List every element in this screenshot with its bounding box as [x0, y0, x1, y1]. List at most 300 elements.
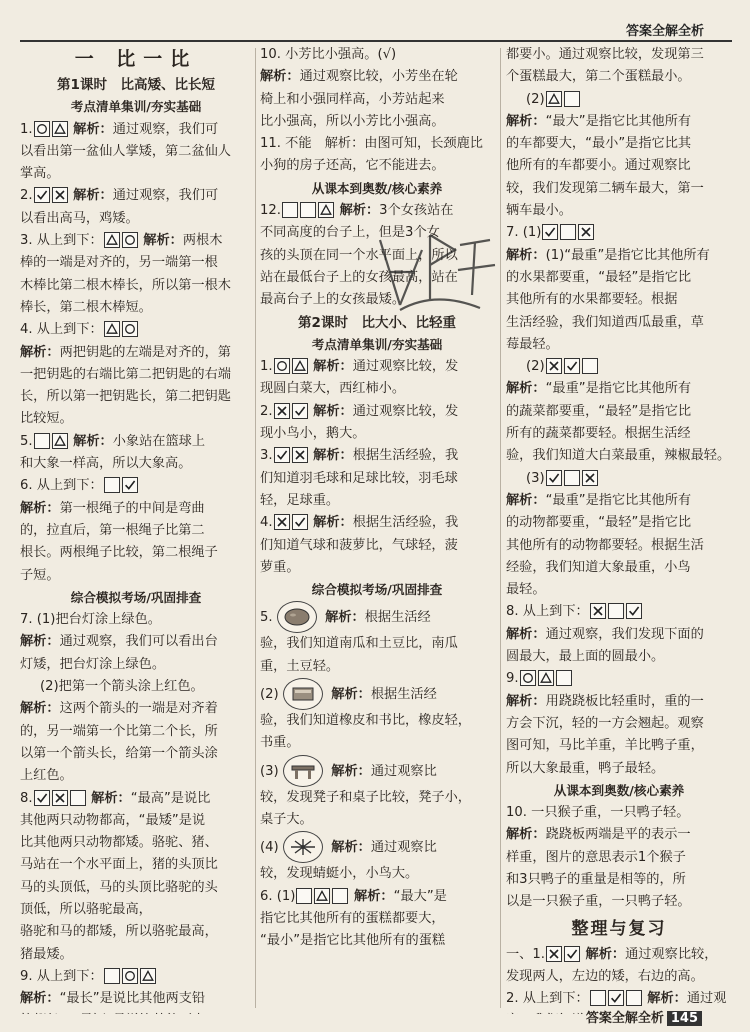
- text-line: [20, 275, 252, 297]
- answer-box: [564, 470, 580, 486]
- line-text: 骆驼和马的都矮，所以骆驼最高，: [20, 924, 218, 940]
- line-text: 5.: [260, 610, 273, 626]
- line-text: 3. 从上到下：: [20, 233, 103, 249]
- line-text: 马的头顶低，马的头顶比骆驼的头: [20, 879, 218, 895]
- line-text: 考点清单集训/夯实基础: [311, 336, 443, 352]
- answer-box-cross: [52, 187, 68, 203]
- text-line: [20, 475, 252, 497]
- line-text: 其他两只动物都高，“最矮”是说: [20, 812, 206, 828]
- section-heading: [260, 334, 494, 356]
- line-text: 8.: [20, 790, 33, 806]
- line-text: 4.: [260, 515, 273, 531]
- answer-box: [626, 990, 642, 1006]
- line-text: 所有的蔬菜都要轻。根据生活经: [506, 426, 691, 442]
- book-picture: [283, 678, 323, 710]
- analysis-text: 解析：3个女孩站在: [334, 203, 454, 219]
- analysis-text: 解析：根据生活经验，我: [308, 448, 459, 464]
- insect-picture: [283, 831, 323, 863]
- line-text: 指它比其他所有的蛋糕都要大，: [260, 910, 445, 926]
- text-line: [20, 297, 252, 319]
- line-text: 样重，图片的意思表示1个猴子: [506, 849, 686, 865]
- line-text: 其他所有的动物都要轻。根据生活: [506, 537, 704, 553]
- line-text: 们知道羽毛球和足球比较，羽毛球: [260, 470, 458, 486]
- text-line: [20, 877, 252, 899]
- line-text: 棒的一端是对齐的，另一端第一根: [20, 255, 218, 271]
- answer-box-triangle: [292, 358, 308, 374]
- text-line: [20, 631, 252, 653]
- line-text: 从课本到奥数/核心素养: [553, 782, 685, 798]
- text-line: [506, 222, 732, 244]
- line-text: 解析：用跷跷板比轻重时，重的一: [506, 693, 704, 709]
- answer-box: [34, 433, 50, 449]
- text-line: [506, 758, 732, 780]
- line-text: 解析：两把钥匙的左端是对齐的，第: [20, 344, 231, 360]
- text-line: [506, 289, 732, 311]
- page-footer: [586, 1007, 702, 1026]
- answer-box-check: [542, 224, 558, 240]
- answer-box: [590, 990, 606, 1006]
- line-text: 和大象一样高，所以大象高。: [20, 456, 192, 472]
- line-text: (2): [526, 359, 545, 375]
- line-text: 整理与复习: [571, 918, 667, 939]
- line-text: 重，土豆轻。: [260, 658, 340, 674]
- line-text: 7. (1)把台灯涂上绿色。: [20, 612, 161, 628]
- text-line: [506, 691, 732, 713]
- answer-box-cross: [578, 224, 594, 240]
- line-text: 2.: [260, 403, 273, 419]
- answer-box-cross: [590, 603, 606, 619]
- answer-box: [282, 202, 298, 218]
- text-line: [260, 886, 494, 908]
- line-text: 解析：“最大”是指它比其他所有: [506, 113, 692, 129]
- text-line: [20, 765, 252, 787]
- line-text: 解析：第一根绳子的中间是弯曲: [20, 500, 205, 516]
- line-text: 现小鸟小，鹅大。: [260, 426, 366, 442]
- text-line: [20, 676, 252, 698]
- line-text: 子短。: [20, 567, 60, 583]
- text-line: [260, 710, 494, 732]
- text-line: [260, 490, 494, 512]
- text-line: [20, 542, 252, 564]
- line-text: 图可知，马比羊重，羊比鸭子重，: [506, 738, 704, 754]
- answer-box: [560, 224, 576, 240]
- text-line: [20, 944, 252, 966]
- line-text: 1.: [20, 121, 33, 137]
- line-text: 10. 小芳比小强高。(√): [260, 47, 397, 62]
- column-1: [20, 44, 252, 1014]
- line-text: 从课本到奥数/核心素养: [311, 180, 443, 196]
- text-line: [20, 185, 252, 207]
- analysis-text: 解析：通过观察，我们可: [68, 188, 219, 204]
- line-text: 的车都要大，“最小”是指它比其: [506, 136, 692, 152]
- section-heading: [506, 780, 732, 802]
- analysis-text: 解析：两根木: [138, 233, 223, 249]
- answer-box-circle: [122, 232, 138, 248]
- text-line: [260, 512, 494, 534]
- answer-box-triangle: [104, 321, 120, 337]
- text-line: [506, 490, 732, 512]
- text-line: [20, 1010, 252, 1014]
- line-text: 所以大象最重，鸭子最轻。: [506, 760, 665, 776]
- line-text: 一、1.: [506, 946, 545, 962]
- answer-box: [608, 603, 624, 619]
- text-line: [260, 222, 494, 244]
- line-text: 综合模拟考场/巩固排查: [70, 589, 202, 605]
- header-rule: [20, 40, 732, 42]
- line-text: 7. (1): [506, 225, 542, 241]
- text-line: [260, 557, 494, 579]
- line-text: (2): [526, 91, 545, 107]
- answer-box-triangle: [52, 121, 68, 137]
- answer-box-triangle: [318, 202, 334, 218]
- text-line: [260, 468, 494, 490]
- text-line: [20, 498, 252, 520]
- line-text: 掌高。: [20, 166, 60, 182]
- line-text: 最轻。: [506, 582, 546, 598]
- text-line: [506, 802, 732, 824]
- text-line: [506, 713, 732, 735]
- text-line: [260, 423, 494, 445]
- answer-box-triangle: [538, 670, 554, 686]
- answer-box-triangle: [52, 433, 68, 449]
- answer-box: [300, 202, 316, 218]
- line-text: 以第一个箭头长，给第一个箭头涂: [20, 745, 218, 761]
- text-line: [260, 908, 494, 930]
- line-text: 比较短。: [20, 411, 73, 427]
- line-text: 解析：这两个箭头的一端是对齐着: [20, 701, 218, 717]
- text-line: [260, 111, 494, 133]
- line-text: 解析：跷跷板两端是平的表示一: [506, 827, 691, 843]
- text-line: [20, 565, 252, 587]
- text-line: [506, 155, 732, 177]
- line-text: 长，所以第一把钥匙长，第二把钥匙: [20, 389, 231, 405]
- text-line: [260, 401, 494, 423]
- line-text: 萝重。: [260, 559, 300, 575]
- text-line: [506, 512, 732, 534]
- text-line: [20, 364, 252, 386]
- answer-box: [296, 888, 312, 904]
- line-text: 验，我们知道橡皮和书比，橡皮轻，: [260, 713, 471, 729]
- line-text: 解析：“最长”是说比其他两支铅: [20, 991, 206, 1007]
- line-text: 解析：“最重”是指它比其他所有: [506, 381, 692, 397]
- analysis-text: 解析：通过观察比较，发: [308, 403, 459, 419]
- line-text: 书重。: [260, 735, 300, 751]
- answer-box-circle: [34, 121, 50, 137]
- text-line: [506, 601, 732, 623]
- text-line: [20, 788, 252, 810]
- answer-box-check: [546, 470, 562, 486]
- text-line: [506, 245, 732, 267]
- text-line: [506, 535, 732, 557]
- text-line: [20, 453, 252, 475]
- text-line: [506, 356, 732, 378]
- line-text: 以看出第一盆仙人掌矮，第二盆仙人: [20, 143, 231, 159]
- text-line: [260, 445, 494, 467]
- text-line: [506, 312, 732, 334]
- text-line: [506, 178, 732, 200]
- table-picture: [283, 755, 323, 787]
- line-text: 木棒比第二根木棒长，所以第一根木: [20, 277, 231, 293]
- answer-box-cross: [546, 946, 562, 962]
- line-text: (2)把第一个箭头涂上红色。: [40, 679, 204, 695]
- line-text: 其他所有的水果都要轻。根据: [506, 292, 678, 308]
- text-line: [20, 966, 252, 988]
- review-title: [506, 914, 732, 944]
- column-divider: [255, 48, 256, 1008]
- text-line: [260, 787, 494, 809]
- text-line: [506, 869, 732, 891]
- line-text: 解析：通过观察，我们可以看出台: [20, 634, 218, 650]
- text-line: [260, 245, 494, 267]
- line-text: 的水果都要重，“最轻”是指它比: [506, 269, 692, 285]
- text-line: [260, 809, 494, 831]
- analysis-text: 解析：通过观: [642, 991, 727, 1007]
- answer-box-check: [292, 514, 308, 530]
- answer-box-triangle: [546, 91, 562, 107]
- text-line: [506, 334, 732, 356]
- text-line: [506, 624, 732, 646]
- line-text: (2): [260, 687, 279, 703]
- answer-box: [104, 968, 120, 984]
- section-heading: [260, 579, 494, 601]
- text-line: [506, 668, 732, 690]
- answer-box-check: [34, 187, 50, 203]
- answer-box-triangle: [140, 968, 156, 984]
- text-line: [260, 863, 494, 885]
- line-text: 一 比一比: [74, 48, 198, 70]
- text-line: [506, 944, 732, 966]
- text-line: [260, 930, 494, 952]
- line-text: 验，我们知道南瓜和土豆比，南瓜: [260, 636, 458, 652]
- line-text: 和3只鸭子的重量是相等的，所: [506, 871, 686, 887]
- text-line: [20, 141, 252, 163]
- analysis-text: 解析：根据生活经: [326, 687, 437, 703]
- line-text: 生活经验，我们知道西瓜最重，草: [506, 314, 704, 330]
- analysis-text: 解析：“最高”是说比: [86, 790, 211, 806]
- text-line: [20, 854, 252, 876]
- line-text: 比小强高，所以小芳比小强高。: [260, 113, 445, 129]
- analysis-text: 解析：通过观察，我们可: [68, 121, 219, 137]
- answer-box: [332, 888, 348, 904]
- line-text: 轻，足球重。: [260, 492, 340, 508]
- line-text: 椅上和小强同样高，小芳站起来: [260, 91, 445, 107]
- section-heading: [20, 587, 252, 609]
- line-text: 一把钥匙的右端比第二把钥匙的右端: [20, 366, 231, 382]
- text-line: [506, 468, 732, 490]
- text-line: [20, 899, 252, 921]
- line-text: 2. 从上到下：: [506, 991, 589, 1007]
- text-line: [506, 445, 732, 467]
- line-text: (4): [260, 840, 279, 856]
- text-line: [506, 89, 732, 111]
- line-text: 顶低，所以骆驼最高，: [20, 901, 152, 917]
- line-text: 综合模拟考场/巩固排查: [311, 582, 443, 598]
- section-heading: [260, 178, 494, 200]
- line-text: 的动物都要重，“最轻”是指它比: [506, 515, 692, 531]
- answer-box-circle: [122, 321, 138, 337]
- answer-box-check: [34, 790, 50, 806]
- text-line: [260, 133, 494, 155]
- line-text: 9. 从上到下：: [20, 968, 103, 984]
- line-text: 现圆白菜大，西红柿小。: [260, 381, 406, 397]
- text-line: [20, 319, 252, 341]
- line-text: 棒长，第二根木棒短。: [20, 299, 152, 315]
- line-text: 马站在一个水平面上，猪的头顶比: [20, 857, 218, 873]
- line-text: 他所有的车都要小。通过观察比: [506, 158, 691, 174]
- line-text: 经验，我们知道大象最重，小鸟: [506, 559, 691, 575]
- line-text: 1.: [260, 359, 273, 375]
- line-text: (3): [526, 470, 545, 486]
- text-line: [506, 133, 732, 155]
- line-text: 以看出高马，鸡矮。: [20, 210, 139, 226]
- column-2: [260, 44, 494, 1014]
- text-line: [260, 378, 494, 400]
- line-text: 不同高度的台子上，但是3个女: [260, 225, 440, 241]
- text-line: [20, 386, 252, 408]
- line-text: 4. 从上到下：: [20, 322, 103, 338]
- text-line: [20, 431, 252, 453]
- answer-box-triangle: [314, 888, 330, 904]
- analysis-text: 解析：通过观察比: [326, 763, 437, 779]
- line-text: 灯矮，把台灯涂上绿色。: [20, 656, 166, 672]
- line-text: 验，我们知道大白菜最重，辣椒最轻。: [506, 448, 731, 464]
- line-text: 们知道气球和菠萝比，气球轻，菠: [260, 537, 458, 553]
- text-line: [260, 200, 494, 222]
- line-text: 最高台子上的女孩最矮。: [260, 292, 406, 308]
- text-line: [20, 743, 252, 765]
- text-line: [506, 378, 732, 400]
- analysis-text: 解析：通过观察比较，发: [308, 359, 459, 375]
- answer-box: [556, 670, 572, 686]
- line-text: 较，发现凳子和桌子比较，凳子小，: [260, 789, 471, 805]
- text-line: [260, 601, 494, 633]
- line-text: 解析：“最重”是指它比其他所有: [506, 492, 692, 508]
- answer-box-check: [626, 603, 642, 619]
- footer-label: 答案全解全析: [585, 1011, 664, 1026]
- column-divider: [500, 48, 501, 1008]
- text-line: [260, 267, 494, 289]
- line-text: 的，另一端第一个比第二个长，所: [20, 723, 218, 739]
- answer-box-cross: [582, 470, 598, 486]
- text-line: [20, 654, 252, 676]
- text-line: [20, 230, 252, 252]
- text-line: [506, 847, 732, 869]
- text-line: [260, 633, 494, 655]
- line-text: 方会下沉，轻的一方会翘起。观察: [506, 715, 704, 731]
- line-text: 8. 从上到下：: [506, 604, 589, 620]
- answer-box-circle: [274, 358, 290, 374]
- text-line: [506, 267, 732, 289]
- answer-box-circle: [520, 670, 536, 686]
- text-line: [260, 356, 494, 378]
- line-text: 以是一只猴子重，一只鸭子轻。: [506, 894, 691, 910]
- text-line: [506, 579, 732, 601]
- text-line: [506, 891, 732, 913]
- analysis-text: 解析：通过观察比: [326, 840, 437, 856]
- line-text: 比其他两只动物都矮。骆驼、猪、: [20, 835, 218, 851]
- text-line: [506, 401, 732, 423]
- answer-box-triangle: [104, 232, 120, 248]
- chapter-title: [20, 44, 252, 74]
- lesson-heading: [20, 74, 252, 96]
- line-text: 解析：(1)“最重”是指它比其他所有: [506, 247, 710, 263]
- text-line: [506, 557, 732, 579]
- text-line: [20, 520, 252, 542]
- line-text: 发现两人，左边的矮，右边的高。: [506, 968, 704, 984]
- line-text: 小狗的房子还高，它不能进去。: [260, 158, 445, 174]
- line-text: 6. (1): [260, 888, 296, 904]
- potato-picture: [277, 601, 317, 633]
- line-text: 上红色。: [20, 768, 73, 784]
- text-line: [506, 66, 732, 88]
- page-number: 145: [667, 1011, 702, 1026]
- analysis-text: 解析：根据生活经验，我: [308, 515, 459, 531]
- line-text: 的蔬菜都要重，“最轻”是指它比: [506, 403, 692, 419]
- text-line: [506, 423, 732, 445]
- text-line: [260, 732, 494, 754]
- line-text: 3.: [260, 448, 273, 464]
- line-text: 莓最轻。: [506, 336, 559, 352]
- text-line: [20, 609, 252, 631]
- text-line: [260, 755, 494, 787]
- text-line: [20, 208, 252, 230]
- text-line: [506, 824, 732, 846]
- answer-box: [582, 358, 598, 374]
- text-line: [506, 111, 732, 133]
- analysis-text: 解析：“最大”是: [349, 888, 447, 904]
- text-line: [20, 832, 252, 854]
- text-line: [20, 119, 252, 141]
- line-text: 5.: [20, 433, 33, 449]
- text-line: [260, 66, 494, 88]
- text-line: [260, 535, 494, 557]
- line-text: 第1课时 比高矮、比长短: [57, 77, 215, 93]
- text-line: [260, 44, 494, 66]
- answer-box-check: [608, 990, 624, 1006]
- line-text: 2.: [20, 188, 33, 204]
- text-line: [260, 289, 494, 311]
- line-text: (3): [260, 763, 279, 779]
- answer-box-circle: [122, 968, 138, 984]
- text-line: [20, 408, 252, 430]
- text-line: [20, 163, 252, 185]
- line-text: 个蛋糕最大，第二个蛋糕最小。: [506, 69, 691, 85]
- text-line: [20, 252, 252, 274]
- text-line: [506, 200, 732, 222]
- line-text: 较，发现蜻蜓小，小鸟大。: [260, 866, 419, 882]
- line-text: 第2课时 比大小、比轻重: [298, 314, 456, 331]
- line-text: 6. 从上到下：: [20, 478, 103, 494]
- section-heading: [20, 96, 252, 118]
- line-text: 根长。两根绳子比较，第二根绳子: [20, 545, 218, 561]
- line-text: 的，拉直后，第一根绳子比第二: [20, 522, 205, 538]
- answer-box: [104, 477, 120, 493]
- answer-box-cross: [274, 514, 290, 530]
- line-text: 圆最大，最上面的圆最小。: [506, 649, 665, 665]
- text-line: [20, 721, 252, 743]
- text-line: [260, 89, 494, 111]
- text-line: [260, 678, 494, 710]
- text-line: [260, 831, 494, 863]
- text-line: [20, 988, 252, 1010]
- line-text: 辆车最小。: [506, 203, 572, 219]
- line-text: 站在最低台子上的女孩最高，站在: [260, 269, 458, 285]
- answer-box-check: [564, 946, 580, 962]
- lesson-heading: [260, 312, 494, 334]
- analysis-text: 解析：小象站在篮球上: [68, 433, 206, 449]
- text-line: [20, 921, 252, 943]
- text-line: [506, 646, 732, 668]
